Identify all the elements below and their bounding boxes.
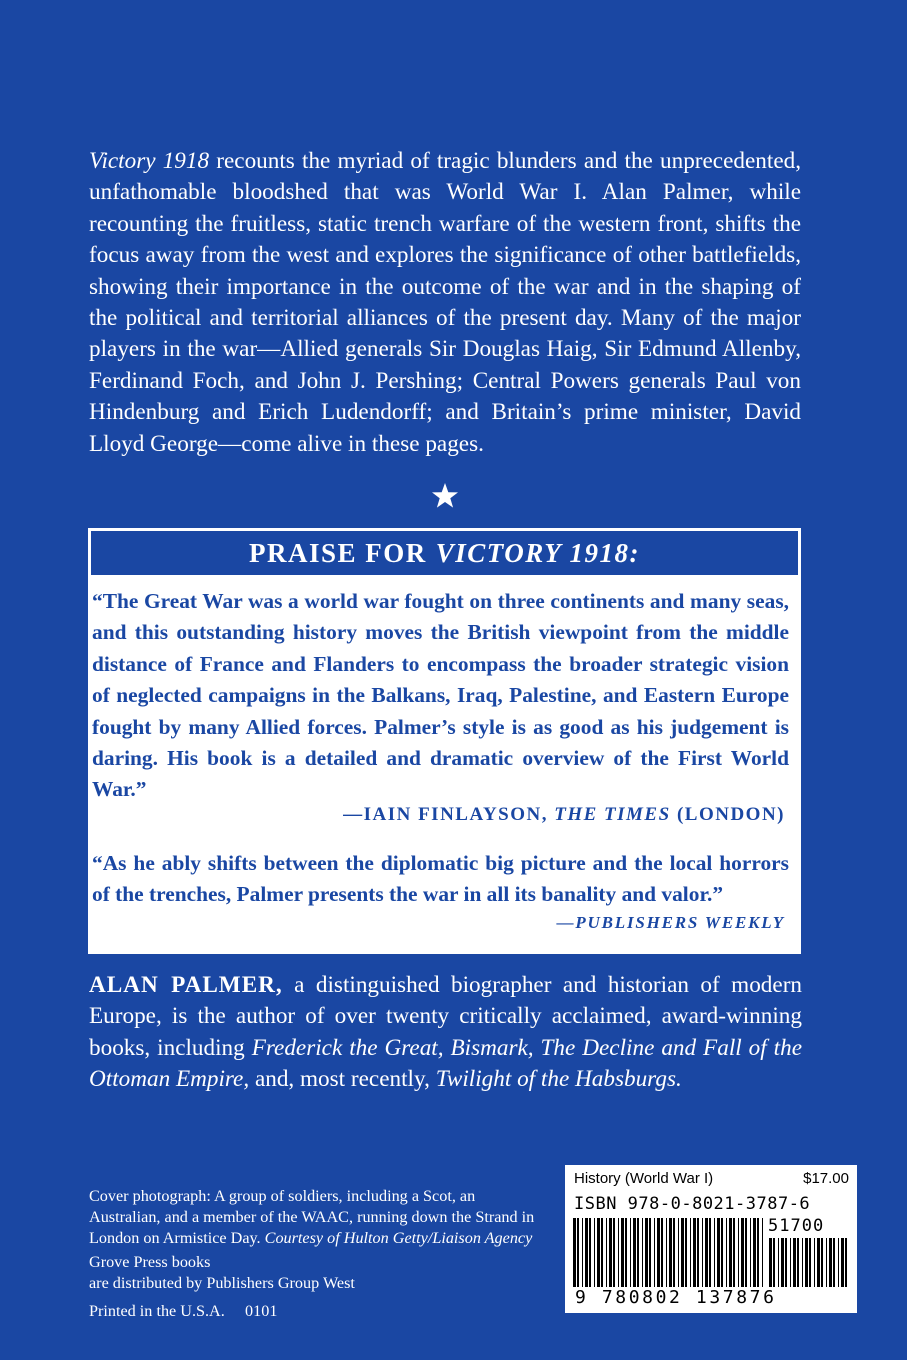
barcode-bar [733, 1218, 735, 1287]
author-text-2: and, most recently, [249, 1066, 436, 1093]
barcode-bar [637, 1218, 639, 1287]
barcode-bar [577, 1218, 579, 1287]
barcode-bar [838, 1238, 839, 1287]
barcode-bar [630, 1218, 631, 1287]
barcode-bar [790, 1238, 791, 1287]
barcode-bar [750, 1218, 751, 1287]
barcode-bar [829, 1238, 832, 1287]
author-books-1: Frederick the Great, Bismark, The Decline and Fall of the Ottoman Empire, [89, 1034, 802, 1093]
barcode-bar [809, 1238, 811, 1287]
barcode-bar [802, 1238, 803, 1287]
barcode-bar [757, 1218, 759, 1287]
barcode-bar [685, 1218, 687, 1287]
credits [89, 1186, 544, 1322]
cover-courtesy: Courtesy of Hulton Getty/Liaison Agency [264, 1228, 533, 1247]
attribution-publication: THE TIMES [554, 804, 671, 825]
barcode-bar [613, 1218, 615, 1287]
barcode-bar [781, 1238, 784, 1287]
barcode-bar [661, 1218, 663, 1287]
barcode-bar [845, 1238, 847, 1287]
barcode-bar [833, 1238, 835, 1287]
praise-header [91, 531, 798, 575]
barcode-bar [826, 1238, 827, 1287]
barcode-bar [709, 1218, 711, 1287]
distribution-line-1: Grove Press books [89, 1253, 211, 1272]
barcode-bar [654, 1218, 655, 1287]
barcode-bar [645, 1218, 648, 1287]
barcode-bar [597, 1218, 600, 1287]
barcode-bar [573, 1218, 576, 1287]
attribution-name: —IAIN FINLAYSON, [343, 804, 548, 825]
barcode-bar [717, 1218, 720, 1287]
print-code: 0101 [245, 1301, 278, 1320]
barcode-bar [745, 1218, 747, 1287]
barcode-bar [726, 1218, 727, 1287]
praise-quote-times: “The Great War was a world war fought on three continents and many seas, and this outstanding history moves the British viewpoint from the middle distance of France and Flanders to encompass the broader strategic vision of neglected campaigns in the Balkans, Iraq, Palestine, and Eastern Europe fought by many Allied forces. Palmer’s style is as good as his judgement is daring. His book is a detailed and dramatic overview of the First World War.” [92, 589, 789, 802]
author-books-2: Twilight of the Habsburgs. [435, 1066, 682, 1093]
barcode-bar [841, 1238, 844, 1287]
barcode-bar [705, 1218, 708, 1287]
praise-attribution-pw: —PUBLISHERS WEEKLY [556, 913, 785, 932]
praise-attribution-times [343, 804, 785, 826]
cover-credit [89, 1186, 544, 1248]
barcode-bar [773, 1238, 775, 1287]
barcode-price: $17.00 [803, 1170, 849, 1187]
barcode-bar [769, 1238, 772, 1287]
barcode-bar [633, 1218, 636, 1287]
barcode-bar [601, 1218, 603, 1287]
author-text-1: a distinguished biographer and historian of modern Europe, is the author of over twenty critically acclaimed, award-winning books, including [89, 972, 803, 1061]
barcode-bar [657, 1218, 660, 1287]
barcode-bar [738, 1218, 739, 1287]
barcode-bar [714, 1218, 715, 1287]
barcode-bar [618, 1218, 619, 1287]
barcode-bar [693, 1218, 696, 1287]
barcode-bar [785, 1238, 787, 1287]
barcode-bar [673, 1218, 675, 1287]
barcode-bar [606, 1218, 607, 1287]
barcode-bar [582, 1218, 583, 1287]
barcode-bar [702, 1218, 703, 1287]
barcode-bar [681, 1218, 684, 1287]
barcode-bar [690, 1218, 691, 1287]
barcode-bar [666, 1218, 667, 1287]
barcode-panel [565, 1165, 857, 1313]
printed-text: Printed in the U.S.A. [89, 1301, 225, 1320]
barcode-bar [609, 1218, 612, 1287]
barcode-bar [721, 1218, 723, 1287]
barcode-bar [793, 1238, 796, 1287]
barcode-bar [621, 1218, 624, 1287]
barcode-bar [797, 1238, 799, 1287]
barcode-bar [669, 1218, 672, 1287]
barcode-isbn: ISBN 978-0-8021-3787-6 [574, 1194, 811, 1214]
barcode-bar [589, 1218, 591, 1287]
barcode-supplement-number: 51700 [768, 1216, 825, 1236]
barcode-category: History (World War I) [574, 1170, 714, 1187]
barcode-bar [649, 1218, 651, 1287]
attribution-place: (LONDON) [676, 804, 785, 825]
praise-header-title: VICTORY 1918: [435, 537, 641, 568]
author-bio [89, 970, 802, 1096]
barcode-bar [697, 1218, 699, 1287]
synopsis-book-title: Victory 1918 [89, 148, 210, 174]
barcode-bar [817, 1238, 820, 1287]
star-icon [431, 482, 459, 510]
barcode-bar [741, 1218, 744, 1287]
barcode-bar [762, 1218, 763, 1287]
barcode-bar [821, 1238, 823, 1287]
synopsis [89, 146, 801, 460]
praise-box [85, 525, 804, 957]
synopsis-text: recounts the myriad of tragic blunders and the unprecedented, unfathomable bloodshed that was World War I. Alan Palmer, while recounting the fruitless, static trench warfare of the western front, shifts the focus away from the west and explores the significance of other battlefields, showing their importance in the outcome of the war and in the shaping of the political and territorial alliances of the present day. Many of the major players in the war—Allied generals Sir Douglas Haig, Sir Edmund Allenby, Ferdinand Foch, and John J. Pershing; Central Powers generals Paul von Hindenburg and Erich Ludendorff; and Britain’s prime minister, David Lloyd George—come alive in these pages. [89, 148, 801, 457]
barcode-bar [642, 1218, 643, 1287]
author-name: ALAN PALMER, [89, 972, 283, 998]
barcode-bar [678, 1218, 679, 1287]
praise-quote-pw: “As he ably shifts between the diplomatic big picture and the local horrors of the trenches, Palmer presents the war in all its banality and valor.” [92, 851, 789, 907]
barcode-bar [594, 1218, 595, 1287]
barcode-bar [585, 1218, 588, 1287]
cover-photo-text: Cover photograph: A group of soldiers, including a Scot, an Australian, and a member of the WAAC, running down the Strand in London on Armistice Day. [89, 1187, 535, 1247]
barcode-bar [778, 1238, 779, 1287]
praise-header-prefix: PRAISE FOR [248, 537, 427, 568]
barcode-bar [814, 1238, 815, 1287]
barcode-bar [753, 1218, 756, 1287]
printed-line [89, 1301, 544, 1322]
barcode-bar [729, 1218, 732, 1287]
barcode-bar [805, 1238, 808, 1287]
barcode-digits: 9 780802 137876 [575, 1287, 777, 1308]
distribution-line-2: are distributed by Publishers Group West [89, 1274, 355, 1293]
barcode-bar [625, 1218, 627, 1287]
